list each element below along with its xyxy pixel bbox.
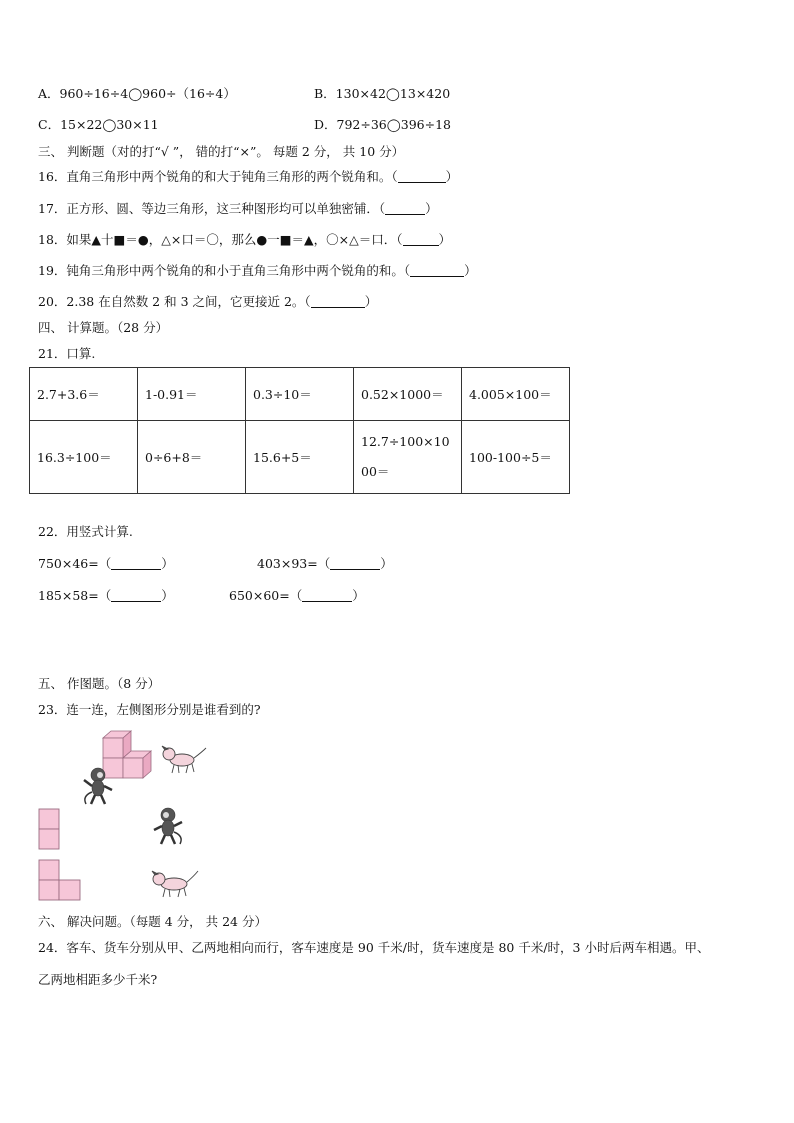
question-18	[38, 230, 451, 248]
dog-icon	[150, 866, 200, 900]
table-cell: 15.6+5＝	[246, 421, 354, 494]
dog-icon	[160, 742, 208, 776]
question-22: 22．用竖式计算.	[38, 524, 133, 539]
section6-title: 六、 解决问题。（每题 4 分， 共 24 分）	[38, 914, 267, 929]
table-cell: 16.3÷100＝	[30, 421, 138, 494]
option-a: A．960÷16÷4◯960÷（16÷4）	[38, 86, 236, 101]
section5-title: 五、 作图题。（8 分）	[38, 676, 161, 691]
question-17-text: 17．正方形、圆、等边三角形，这三种图形均可以单独密铺．（	[38, 201, 386, 216]
option-c: C．15×22◯30×11	[38, 117, 159, 132]
vertical-calc-2	[257, 554, 393, 572]
monkey-icon	[150, 806, 186, 846]
question-16	[38, 167, 458, 185]
table-cell: 0.3÷10＝	[246, 368, 354, 421]
close-paren: ）	[380, 556, 393, 571]
question-19	[38, 261, 477, 279]
question-17	[38, 199, 438, 217]
answer-blank-20[interactable]	[311, 295, 365, 308]
table-cell: 0.52×1000＝	[354, 368, 462, 421]
question-20	[38, 292, 377, 310]
question-23: 23．连一连，左侧图形分别是谁看到的?	[38, 702, 261, 717]
answer-blank[interactable]	[330, 557, 380, 570]
vertical-calc-1	[38, 554, 174, 572]
question-21: 21．口算.	[38, 346, 96, 361]
close-paren: ）	[425, 201, 438, 216]
answer-blank-17[interactable]	[385, 202, 425, 215]
vertical-calc-4-text: 650×60=（	[229, 588, 303, 603]
close-paren: ）	[352, 588, 365, 603]
option-d: D．792÷36◯396÷18	[314, 117, 451, 132]
two-square-view-figure	[38, 808, 62, 852]
question-24-line1: 24．客车、货车分别从甲、乙两地相向而行，客车速度是 90 千米/时，货车速度是 80 千米/时，3 小时后两车相遇。甲、	[38, 940, 710, 955]
question-18-text: 18．如果▲十■＝●，△×口＝〇，那么●一■＝▲，〇×△＝口．（	[38, 232, 403, 247]
table-cell: 2.7+3.6＝	[30, 368, 138, 421]
table-cell: 1-0.91＝	[138, 368, 246, 421]
table-cell: 0÷6+8＝	[138, 421, 246, 494]
question-16-text: 16．直角三角形中两个锐角的和大于钝角三角形的两个锐角和。（	[38, 169, 398, 184]
mental-math-table	[29, 367, 570, 494]
close-paren: ）	[438, 232, 452, 247]
table-row	[30, 368, 570, 421]
table-cell: 12.7÷100×1000＝	[354, 421, 462, 494]
answer-blank[interactable]	[302, 589, 352, 602]
vertical-calc-3	[38, 586, 174, 604]
close-paren: ）	[464, 263, 477, 278]
vertical-calc-4	[229, 586, 365, 604]
table-cell: 100-100÷5＝	[462, 421, 570, 494]
answer-blank-16[interactable]	[398, 170, 446, 183]
question-20-text: 20．2.38 在自然数 2 和 3 之间，它更接近 2。（	[38, 294, 311, 309]
close-paren: ）	[161, 588, 174, 603]
vertical-calc-2-text: 403×93=（	[257, 556, 331, 571]
answer-blank[interactable]	[111, 557, 161, 570]
question-24-line2: 乙两地相距多少千米?	[38, 972, 158, 987]
vertical-calc-3-text: 185×58=（	[38, 588, 112, 603]
l-shape-view-figure	[38, 858, 84, 904]
answer-blank[interactable]	[111, 589, 161, 602]
option-b: B．130×42◯13×420	[314, 86, 451, 101]
close-paren: ）	[161, 556, 174, 571]
vertical-calc-1-text: 750×46=（	[38, 556, 112, 571]
close-paren: ）	[445, 169, 459, 184]
monkey-icon	[80, 766, 116, 806]
close-paren: ）	[364, 294, 378, 309]
table-cell: 4.005×100＝	[462, 368, 570, 421]
answer-blank-18[interactable]	[403, 233, 439, 246]
answer-blank-19[interactable]	[410, 264, 464, 277]
section3-title: 三、 判断题（对的打“√ ”， 错的打“×”。 每题 2 分， 共 10 分）	[38, 144, 405, 159]
section4-title: 四、 计算题。（28 分）	[38, 320, 169, 335]
question-19-text: 19．钝角三角形中两个锐角的和小于直角三角形中两个锐角的和。（	[38, 263, 411, 278]
table-row	[30, 421, 570, 494]
